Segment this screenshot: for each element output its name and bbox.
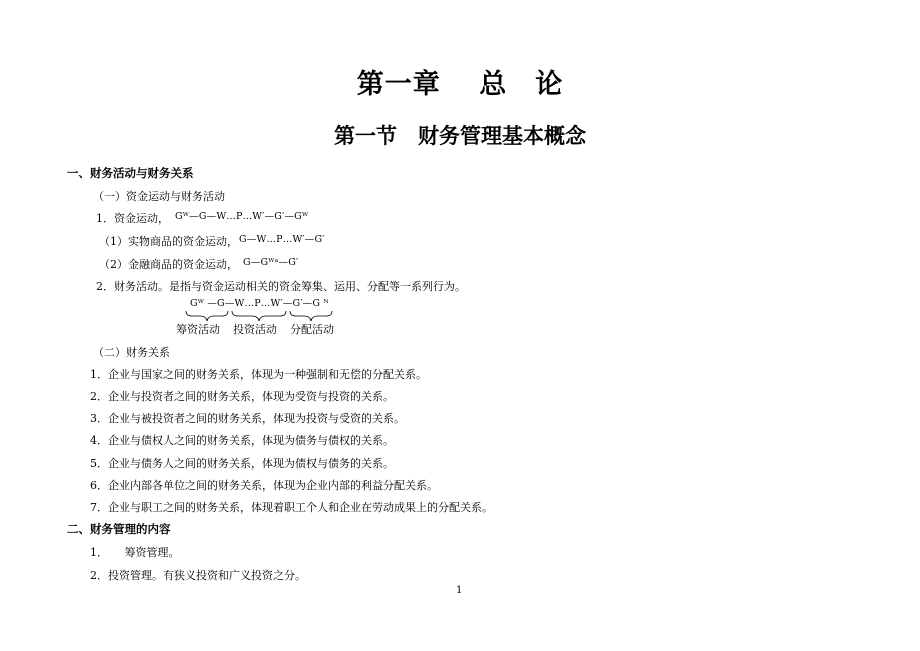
heading-part2: 二、财务管理的内容 (67, 522, 171, 536)
diagram-label-financing: 筹资活动 (176, 323, 220, 336)
item-capital-movement-formula: Gᵂ—G—W…P…W′—G′—Gᵂ (175, 211, 309, 222)
content-item-financing: 1． 筹资管理。 (90, 546, 180, 559)
relation-item: 6．企业内部各单位之间的财务关系，体现为企业内部的利益分配关系。 (90, 479, 438, 492)
diagram-label-investing: 投资活动 (233, 323, 277, 336)
heading-part1: 一、财务活动与财务关系 (67, 166, 194, 180)
subheading-capital-movement: （一）资金运动与财务活动 (93, 190, 225, 203)
item-financial-activity: 2．财务活动。是指与资金运动相关的资金筹集、运用、分配等一系列行为。 (96, 280, 466, 293)
item-capital-movement-label: 1．资金运动， (96, 212, 169, 225)
relation-item: 5．企业与债务人之间的财务关系，体现为债权与债务的关系。 (90, 457, 394, 470)
content-item-investing: 2．投资管理。有狭义投资和广义投资之分。 (90, 569, 306, 582)
relation-item: 2．企业与投资者之间的财务关系，体现为受资与投资的关系。 (90, 390, 394, 403)
diagram-label-distribution: 分配活动 (290, 323, 334, 336)
chapter-title: 第一章 总 论 (356, 69, 564, 100)
subheading-financial-relations: （二）财务关系 (93, 346, 170, 359)
sub-item-physical-goods-label: （1）实物商品的资金运动， (99, 235, 238, 248)
relation-item: 4．企业与债权人之间的财务关系，体现为债务与债权的关系。 (90, 434, 394, 447)
sub-item-physical-goods-formula: G—W…P…W′—G′ (239, 234, 325, 245)
sub-item-financial-goods-label: （2）金融商品的资金运动， (99, 258, 238, 271)
diagram-formula: Gᵂ —G—W…P…W′—G′—G ᴺ (190, 298, 329, 309)
page-number: 1 (456, 585, 463, 596)
section-title: 第一节 财务管理基本概念 (334, 123, 586, 148)
relation-item: 7．企业与职工之间的财务关系，体现着职工个人和企业在劳动成果上的分配关系。 (90, 501, 493, 514)
relation-item: 1．企业与国家之间的财务关系，体现为一种强制和无偿的分配关系。 (90, 368, 427, 381)
sub-item-financial-goods-formula: G—Gᵂᵃ—G′ (243, 257, 299, 268)
capital-flow-diagram (176, 298, 376, 338)
relation-item: 3．企业与被投资者之间的财务关系，体现为投资与受资的关系。 (90, 412, 405, 425)
